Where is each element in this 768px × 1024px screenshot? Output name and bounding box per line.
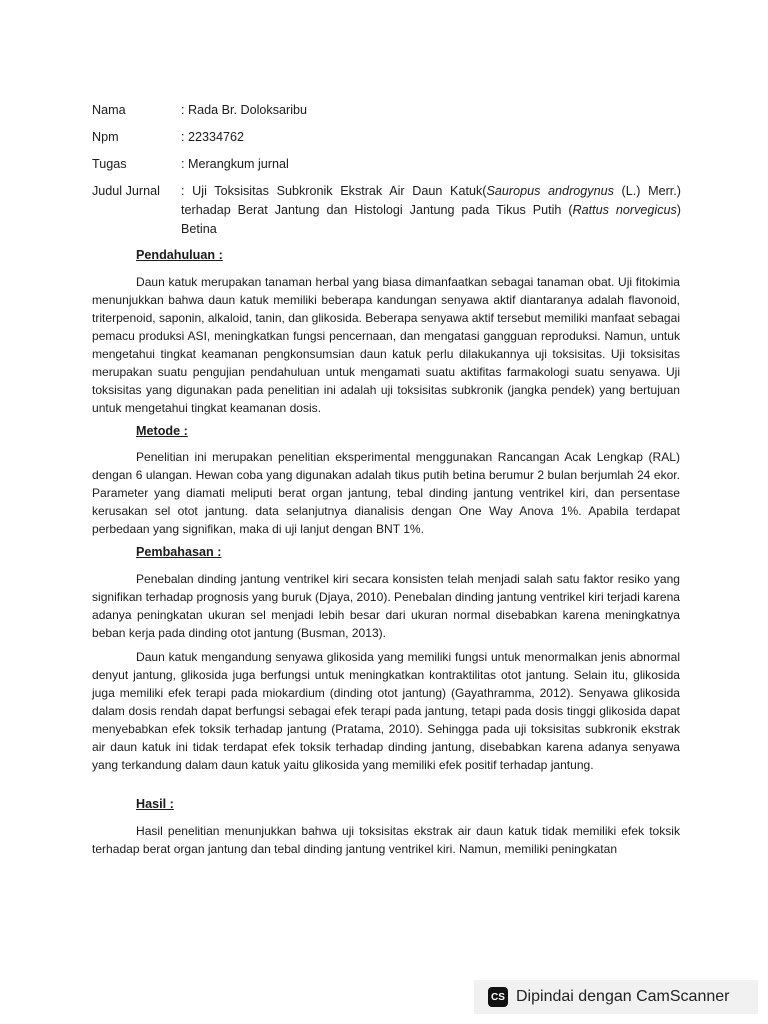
field-nama-value: : Rada Br. Doloksaribu xyxy=(181,103,307,117)
paragraph-pembahasan-1: Penebalan dinding jantung ventrikel kiri secara konsisten telah menjadi salah satu faktor resiko yang signifikan terhadap prognosis yang buruk (Djaya, 2010). Penebalan dinding jantung ventrikel kiri terjadi karena adanya peningkatan ukuran sel menjadi lebih besar dari ukuran normal disebabkan karena meningkatnya beban kerja pada dinding otot jantung (Busman, 2013). xyxy=(92,572,680,640)
paragraph-pembahasan-2: Daun katuk mengandung senyawa glikosida yang memiliki fungsi untuk menormalkan jenis abnormal denyut jantung, glikosida juga berfungsi untuk meningkatkan kontraktilitas otot jantung. Selain itu, glikosida juga memiliki efek terapi pada miokardium (dinding otot jantung) (Gayathramma, 2012). Senyawa glikosida dalam dosis rendah dapat berfungsi sebagai efek terapi pada jantung, tetapi pada dosis tinggi glikosida dapat menyebabkan efek toksik terhadap jantung (Pratama, 2010). Sehingga pada uji toksisitas subkronik ekstrak air daun katuk ini tidak terdapat efek toksik terhadap dinding jantung, disebabkan karena adanya senyawa yang terkandung dalam daun katuk yaitu glikosida yang memiliki efek positif terhadap jantung. xyxy=(92,650,680,772)
field-npm-label: Npm xyxy=(92,130,119,144)
heading-pendahuluan: Pendahuluan : xyxy=(136,248,223,262)
camscanner-watermark-text: Dipindai dengan CamScanner xyxy=(516,988,730,1005)
heading-hasil: Hasil : xyxy=(136,797,174,811)
heading-metode: Metode : xyxy=(136,424,188,438)
field-tugas-value: : Merangkum jurnal xyxy=(181,157,289,171)
camscanner-watermark xyxy=(474,980,758,1014)
judul-prefix: : Uji Toksisitas Subkronik Ekstrak Air Daun Katuk( xyxy=(181,184,487,198)
judul-species-1: Sauropus androgynus xyxy=(486,184,614,198)
judul-suffix: ) Betina xyxy=(181,203,681,236)
field-tugas-label: Tugas xyxy=(92,157,127,171)
judul-species-2: Rattus norvegicus xyxy=(572,203,677,217)
field-judul-value xyxy=(181,182,681,239)
paragraph-hasil: Hasil penelitian menunjukkan bahwa uji toksisitas ekstrak air daun katuk tidak memiliki efek toksik terhadap berat organ jantung dan tebal dinding jantung ventrikel kiri. Namun, memiliki peningkatan xyxy=(92,824,680,856)
paragraph-pendahuluan: Daun katuk merupakan tanaman herbal yang biasa dimanfaatkan sebagai tanaman obat. Uji fitokimia menunjukkan bahwa daun katuk memiliki beberapa kandungan senyawa aktif diantaranya adalah flavonoid, triterpenoid, saponin, alkaloid, tanin, dan glikosida. Beberapa senyawa aktif tersebut memiliki manfaat sebagai pemacu produksi ASI, meningkatkan fungsi pencernaan, dan mengatasi gangguan reproduksi. Namun, untuk mengetahui tingkat keamanan pengkonsumsian daun katuk perlu dilakukannya uji toksisitas. Uji toksisitas merupakan suatu pengujian pendahuluan untuk mengamati suatu aktifitas farmakologi suatu senyawa. Uji toksisitas yang digunakan pada penelitian ini adalah uji toksisitas subkronik (jangka pendek) yang bertujuan untuk mengetahui tingkat keamanan dosis. xyxy=(92,275,680,415)
paragraph-metode: Penelitian ini merupakan penelitian eksperimental menggunakan Rancangan Acak Lengkap (RAL) dengan 6 ulangan. Hewan coba yang digunakan adalah tikus putih betina berumur 2 bulan berjumlah 24 ekor. Parameter yang diamati meliputi berat organ jantung, tebal dinding jantung ventrikel kiri, dan persentase kerusakan sel otot jantung. data selanjutnya dianalisis dengan One Way Anova 1%. Apabila terdapat perbedaan yang signifikan, maka di uji lanjut dengan BNT 1%. xyxy=(92,450,680,536)
heading-pembahasan: Pembahasan : xyxy=(136,545,222,559)
field-npm-value: : 22334762 xyxy=(181,130,245,144)
camscanner-logo-icon: CS xyxy=(488,987,508,1007)
judul-middle: (L.) Merr.) terhadap Berat Jantung dan Histologi Jantung pada Tikus Putih ( xyxy=(181,184,681,217)
field-nama-label: Nama xyxy=(92,103,126,117)
field-judul-label: Judul Jurnal xyxy=(92,184,160,198)
